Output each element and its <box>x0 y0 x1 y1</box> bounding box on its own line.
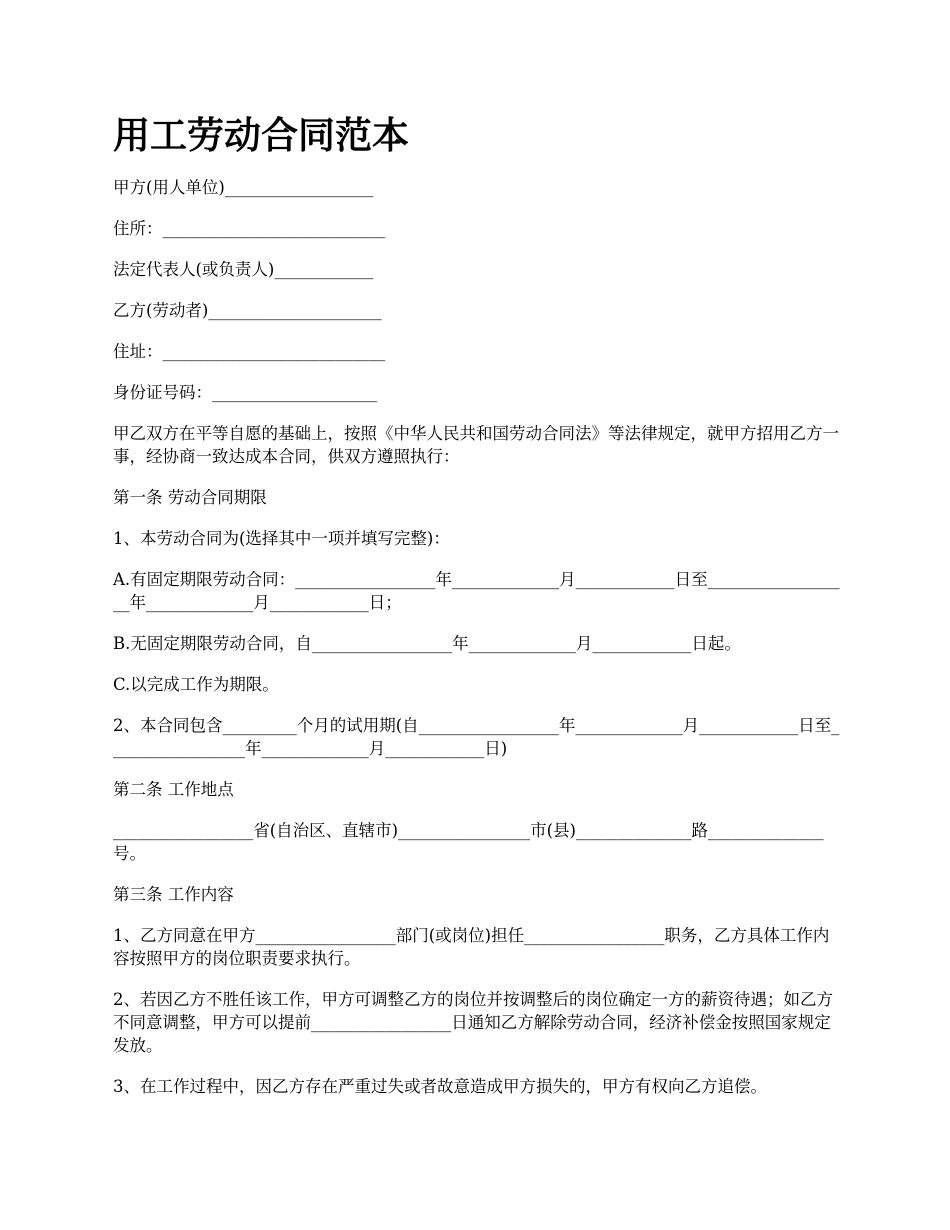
article-3-heading: 第三条 工作内容 <box>113 885 234 904</box>
id-number-line: 身份证号码：____________________ <box>113 383 377 402</box>
article-1-option-a: A.有固定期限劳动合同：_________________年_____________月____________日至__________________年_____________月____________日； <box>113 570 840 612</box>
article-3-clause-1: 1、乙方同意在甲方_________________部门(或岗位)担任_________________职务，乙方具体工作内容按照甲方的岗位职责要求执行。 <box>113 926 830 968</box>
party-a-address-line: 住所：___________________________ <box>113 219 386 238</box>
article-1-option-c: C.以完成工作为期限。 <box>113 675 279 694</box>
article-3-clause-3: 3、在工作过程中，因乙方存在严重过失或者故意造成甲方损失的，甲方有权向乙方追偿。 <box>113 1077 767 1096</box>
party-a-line: 甲方(用人单位)__________________ <box>113 178 374 197</box>
legal-representative-line: 法定代表人(或负责人)____________ <box>113 260 374 279</box>
work-location-line: _________________省(自治区、直辖市)________________市(县)______________路______________号。 <box>113 821 824 863</box>
document-title: 用工劳动合同范本 <box>113 114 409 157</box>
article-2-heading: 第二条 工作地点 <box>113 780 234 799</box>
party-b-address-line: 住址：___________________________ <box>113 342 386 361</box>
party-b-line: 乙方(劳动者)_____________________ <box>113 301 382 320</box>
article-3-clause-2: 2、若因乙方不胜任该工作，甲方可调整乙方的岗位并按调整后的岗位确定一方的薪资待遇；如乙方不同意调整，甲方可以提前_________________日通知乙方解除劳动合同，经济补偿金按照国家规定发放。 <box>113 990 833 1055</box>
preamble-paragraph: 甲乙双方在平等自愿的基础上，按照《中华人民共和国劳动合同法》等法律规定，就甲方招用乙方一事，经协商一致达成本合同，供双方遵照执行： <box>113 424 839 466</box>
document-page <box>113 112 841 1116</box>
article-1-heading: 第一条 劳动合同期限 <box>113 488 267 507</box>
article-1-clause-1: 1、本劳动合同为(选择其中一项并填写完整)： <box>113 529 450 548</box>
article-1-clause-2: 2、本合同包含_________个月的试用期(自_________________年_____________月____________日至_________________年_____________月____________日) <box>113 716 840 758</box>
article-1-option-b: B.无固定期限劳动合同，自_________________年_____________月____________日起。 <box>113 634 741 653</box>
